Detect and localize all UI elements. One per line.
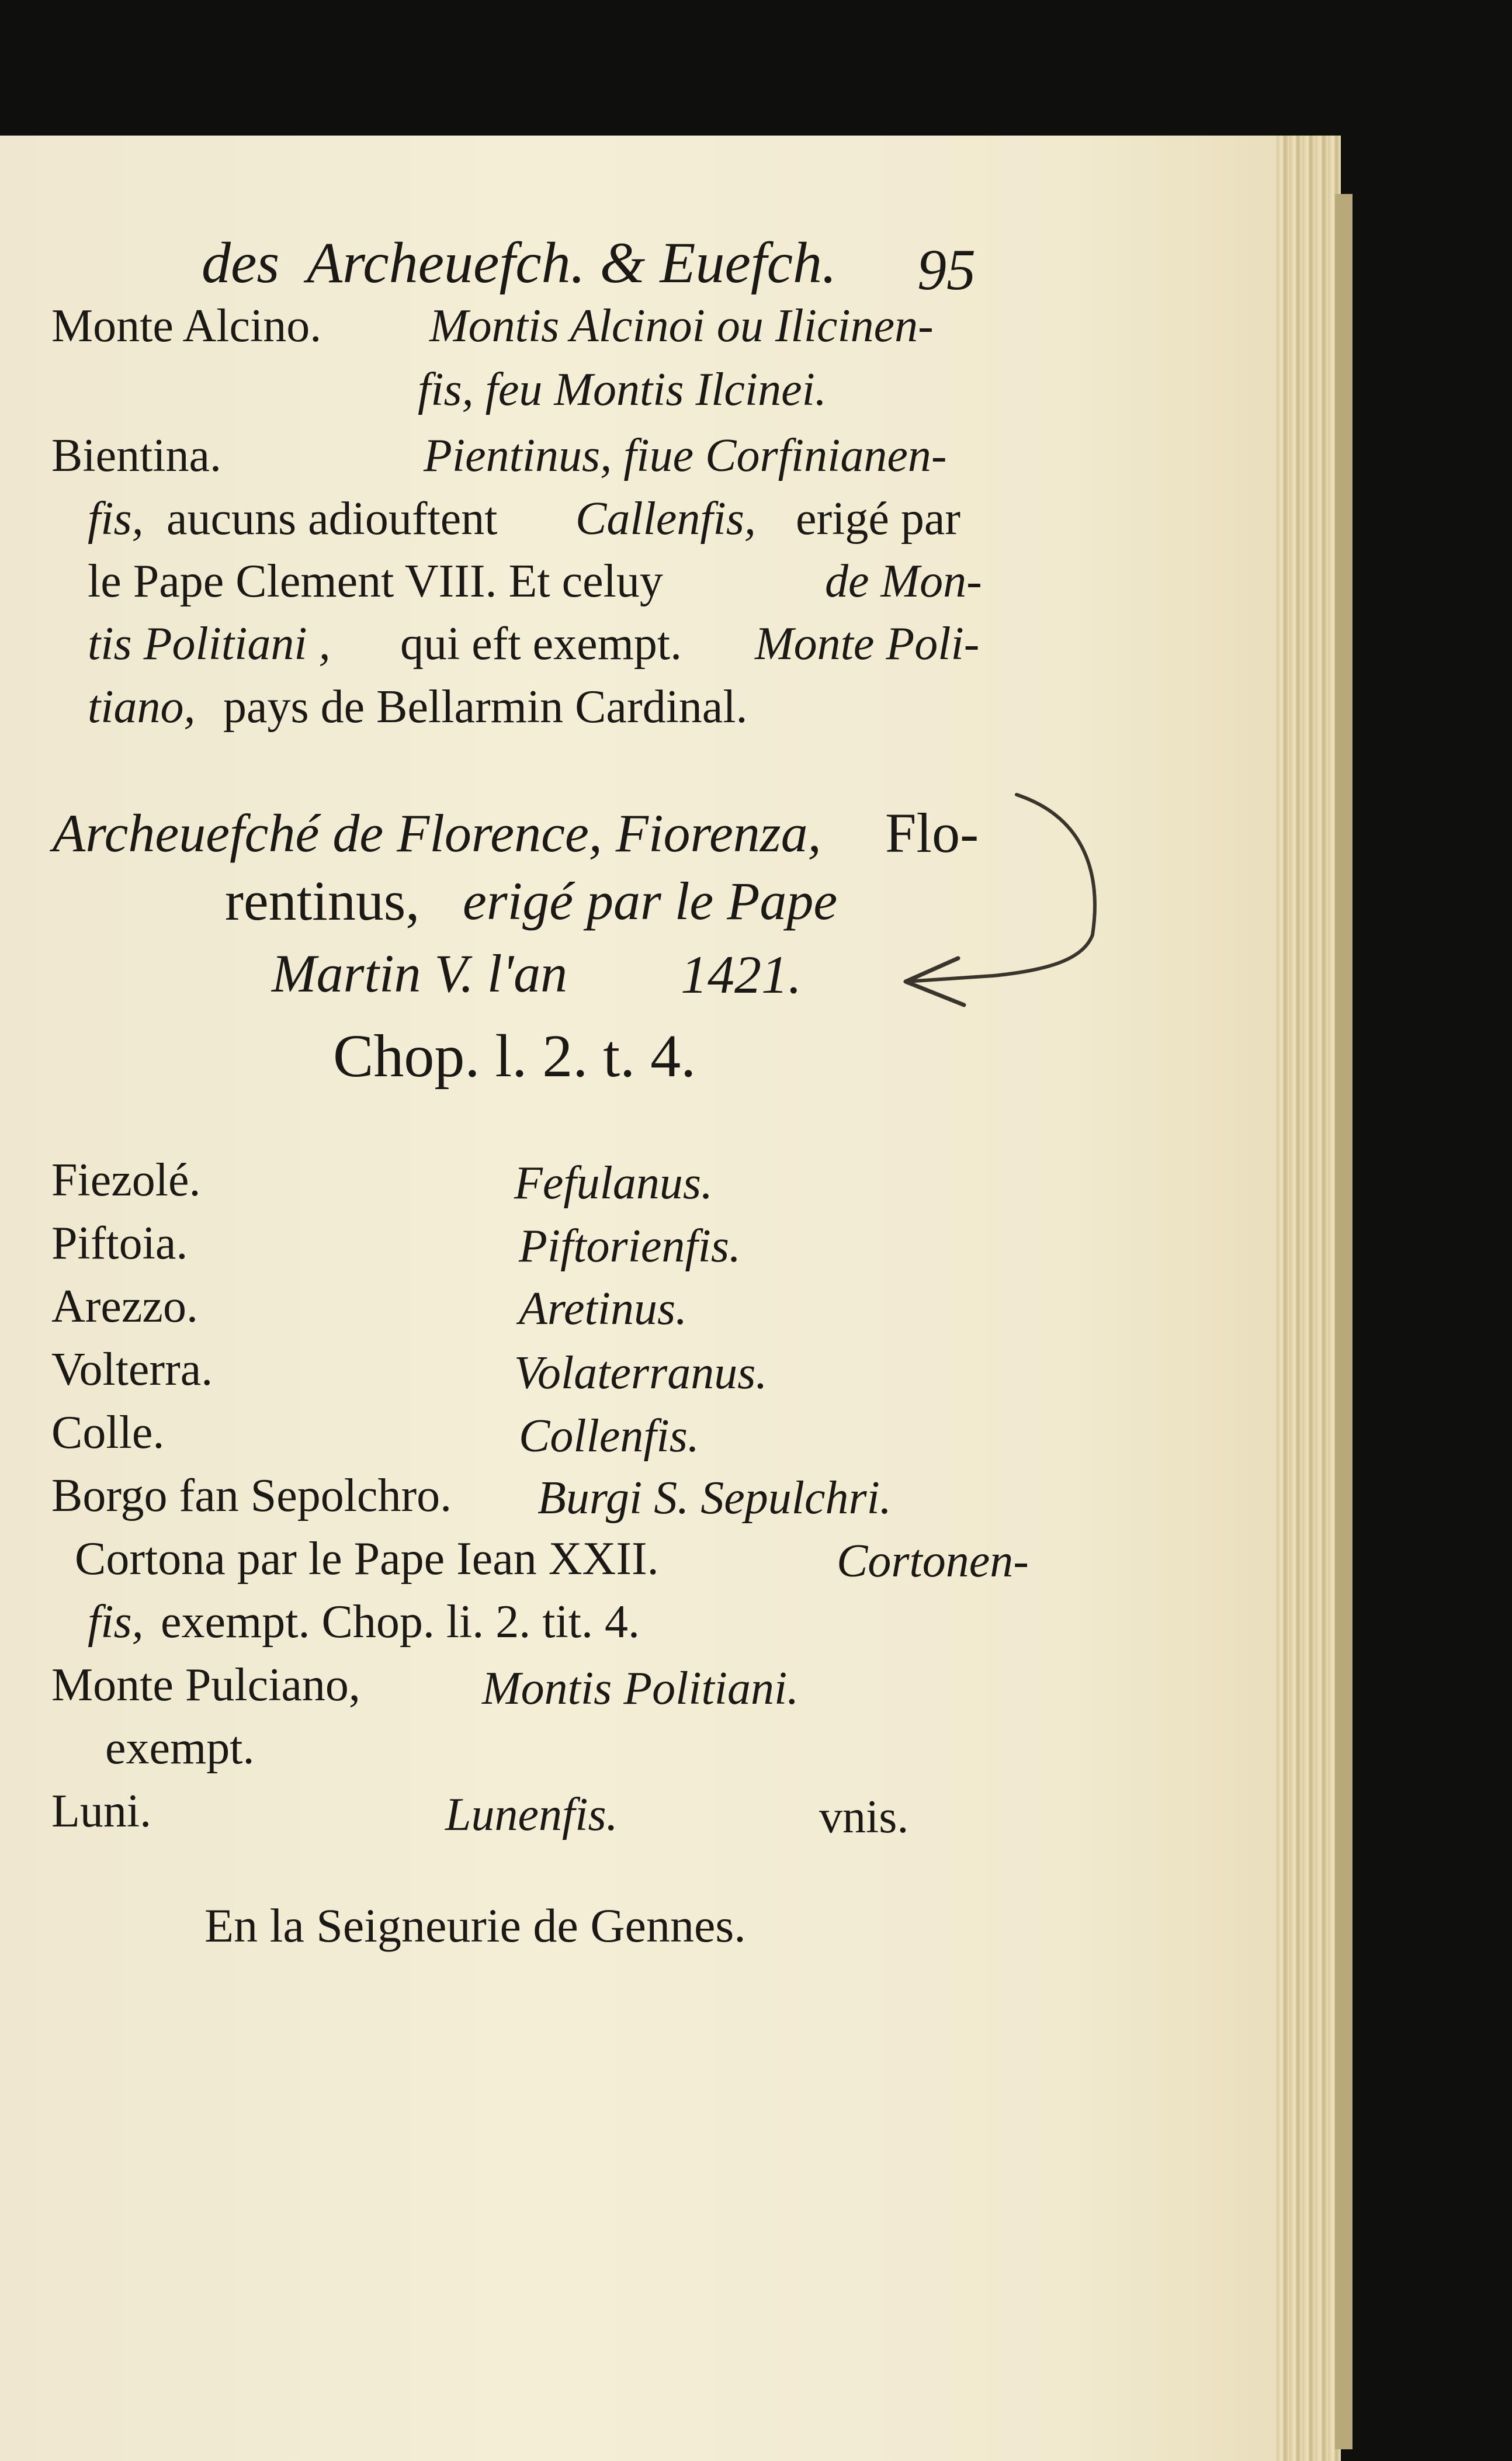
place-monte-pulciano: Monte Pulciano,: [51, 1659, 360, 1711]
heading-archeveche-florence: Archeuefché de Florence, Fiorenza,: [53, 803, 821, 863]
place-arezzo: Arezzo.: [51, 1281, 198, 1332]
place-fiezole: Fiezolé.: [51, 1155, 201, 1206]
place-colle: Colle.: [51, 1407, 165, 1458]
heading-erige-par-le-pape: erigé par le Pape: [463, 871, 838, 931]
heading-rentinus: rentinus,: [225, 869, 420, 932]
heading-year: 1421.: [681, 945, 802, 1004]
latin-cortonen: Cortonen-: [837, 1535, 1029, 1587]
latin-monte-alcino: Montis Alcinoi ou Ilicinen-: [429, 300, 934, 352]
latin-callensis: Callenfis,: [575, 493, 756, 545]
page-edges: [1277, 136, 1341, 2461]
latin-burgi: Burgi S. Sepulchri.: [537, 1472, 892, 1524]
handwritten-arrow-icon: [841, 783, 1110, 1075]
page-number: 95: [917, 237, 976, 302]
latin-tiano: tiano,: [88, 681, 196, 733]
text-exempt: qui eft exempt.: [400, 618, 682, 670]
place-cortona: Cortona par le Pape Iean XXII.: [75, 1533, 659, 1585]
place-borgo-san-sepolchro: Borgo fan Sepolchro.: [51, 1470, 452, 1521]
note-vnis: vnis.: [819, 1791, 909, 1843]
running-head-des: des: [202, 230, 280, 295]
latin-monte-alcino-cont: fis, feu Montis Ilcinei.: [418, 364, 827, 415]
latin-bientina: Pientinus, fiue Corfinianen-: [424, 430, 947, 481]
place-volterra: Volterra.: [51, 1344, 213, 1395]
text-exempt-chop: exempt. Chop. li. 2. tit. 4.: [161, 1596, 640, 1648]
latin-montis-politiani-2: Montis Politiani.: [482, 1663, 799, 1714]
text-pape-clement: le Pape Clement VIII. Et celuy: [88, 556, 663, 607]
running-head-title: Archeuefch. & Euefch.: [307, 230, 837, 295]
text-erige-par: erigé par: [796, 493, 961, 545]
latin-lunensis: Lunenfis.: [445, 1789, 618, 1840]
latin-fis: fis,: [88, 493, 144, 545]
latin-de-mon: de Mon-: [825, 556, 982, 607]
latin-collensis: Collenfis.: [519, 1410, 699, 1462]
place-pistoia: Piftoia.: [51, 1218, 188, 1269]
latin-monte-poli: Monte Poli-: [755, 618, 980, 670]
page-edge-shadow: [1335, 194, 1353, 2449]
section-heading-gennes: En la Seigneurie de Gennes.: [204, 1899, 746, 1952]
latin-pistoriensis: Piftorienfis.: [519, 1221, 741, 1272]
place-bientina: Bientina.: [51, 430, 222, 481]
latin-fesulanus: Fefulanus.: [514, 1157, 713, 1209]
latin-fis-2: fis,: [88, 1596, 144, 1648]
text-bellarmin: pays de Bellarmin Cardinal.: [223, 681, 748, 733]
place-luni: Luni.: [51, 1786, 152, 1837]
heading-martin-v: Martin V. l'an: [272, 944, 568, 1003]
place-monte-alcino: Monte Alcino.: [51, 300, 322, 352]
heading-flo: Flo-: [885, 802, 979, 864]
latin-aretinus: Aretinus.: [519, 1283, 688, 1335]
text-aucuns: aucuns adiouftent: [167, 493, 498, 545]
text-exempt-2: exempt.: [105, 1722, 255, 1774]
latin-montis-politiani: tis Politiani ,: [88, 618, 331, 670]
latin-volaterranus: Volaterranus.: [514, 1347, 768, 1399]
heading-chop-ref: Chop. l. 2. t. 4.: [333, 1022, 696, 1090]
